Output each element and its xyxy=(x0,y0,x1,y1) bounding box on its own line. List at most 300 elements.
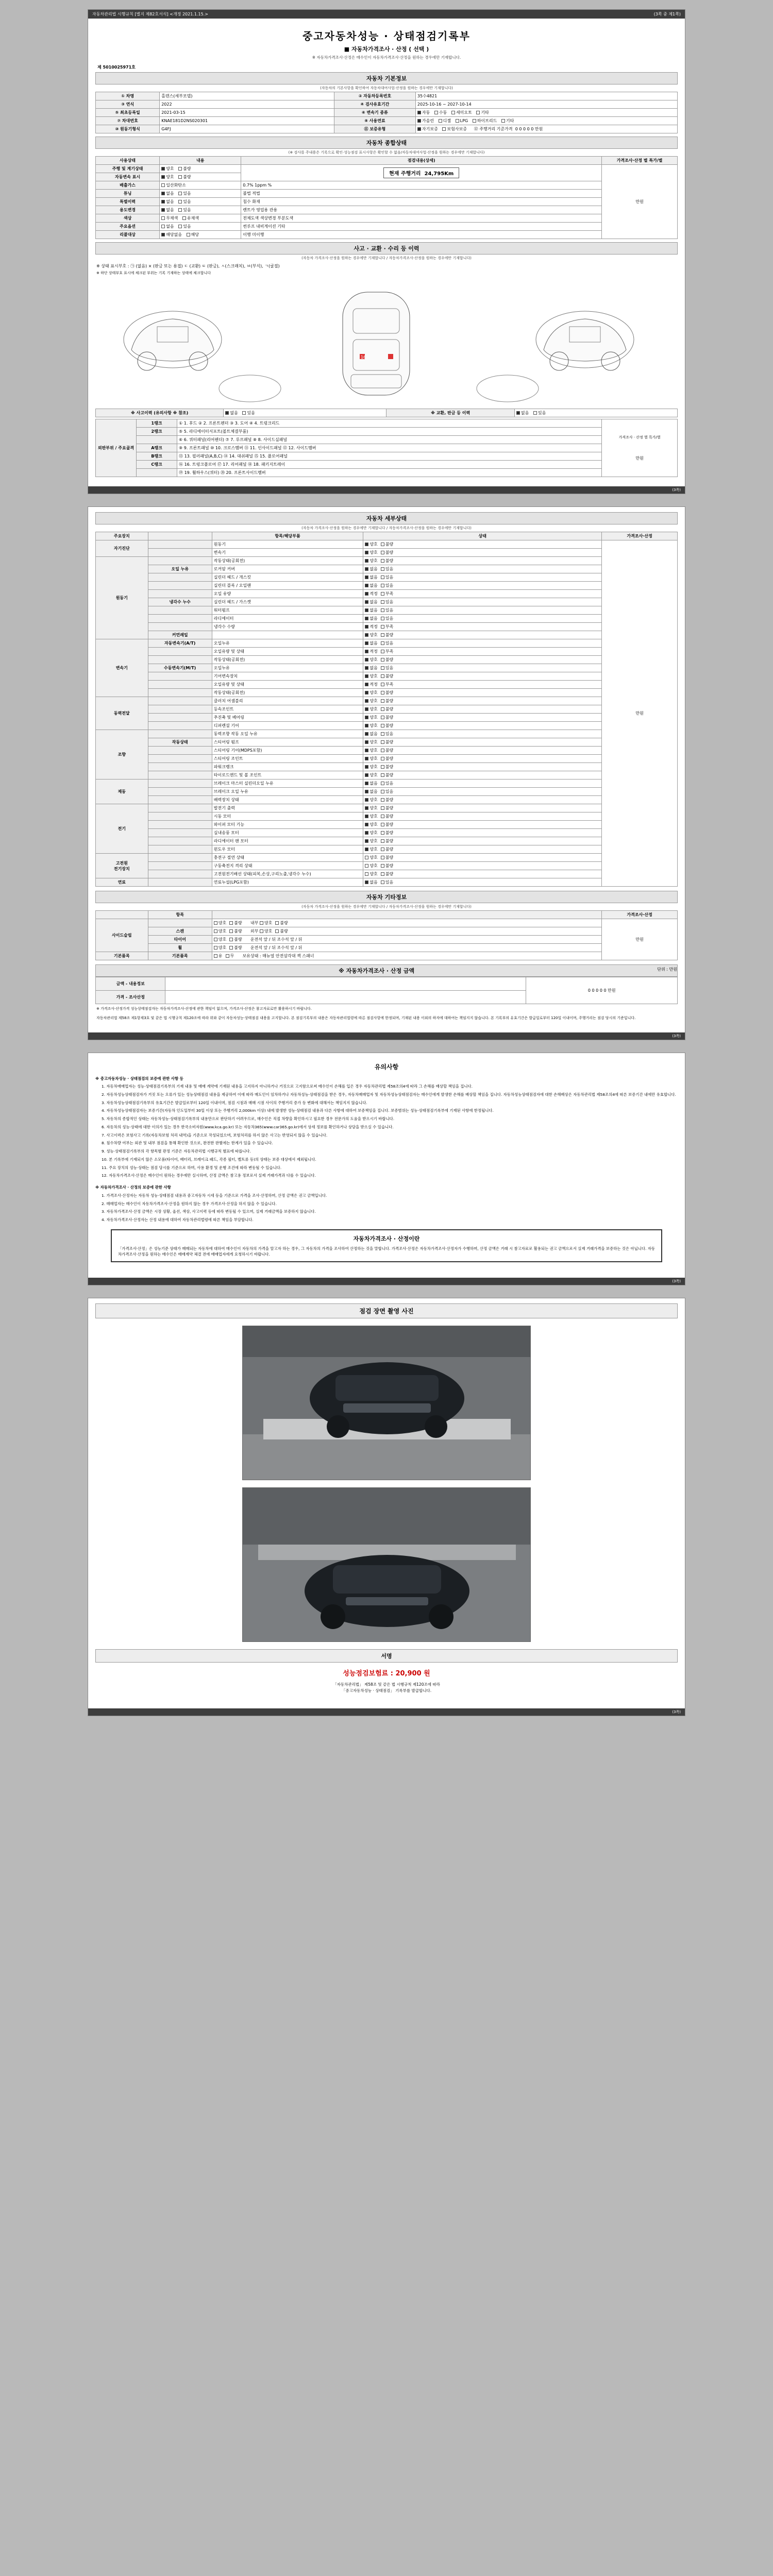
detail-state-5-2-opt-1[interactable]: 불량 xyxy=(381,797,393,803)
detail-state-2-6-opt-0[interactable]: 양호 xyxy=(365,690,377,696)
detail-condition-table xyxy=(95,532,678,887)
checkbox-icon xyxy=(442,127,446,131)
detail-state-4-2-opt-1[interactable]: 불량 xyxy=(381,748,393,753)
other-opt2-1-opt-0[interactable]: 양호 xyxy=(260,928,272,934)
other-opt-0-opt-1[interactable]: 불량 xyxy=(229,920,242,926)
detail-state-8-0-opt-0[interactable]: 없음 xyxy=(365,879,377,885)
detail-item-5-2: 배력장치 상태 xyxy=(212,796,363,804)
fuel-option-etc[interactable] xyxy=(501,118,514,124)
detail-state-3-2-opt-0[interactable]: 양호 xyxy=(365,715,377,720)
detail-state-2-3 xyxy=(363,664,602,672)
transmission-option-etc[interactable] xyxy=(476,110,489,115)
parts-rank-4: B랭크 xyxy=(137,452,177,461)
detail-state-1-8-opt-1[interactable]: 부족 xyxy=(381,624,393,630)
overall-row-label-7: 주요옵션 xyxy=(96,223,160,231)
fuel-option-diesel[interactable] xyxy=(439,118,451,124)
checkbox-icon xyxy=(365,633,368,637)
detail-item-1-0: 작동상태(공회전) xyxy=(212,557,363,565)
option-label: 없음 xyxy=(230,411,238,415)
detail-sub-5-1 xyxy=(148,788,212,796)
option-label: 해당 xyxy=(191,232,199,237)
color-opt-chromatic[interactable] xyxy=(182,215,199,221)
checkbox-icon xyxy=(214,929,217,933)
detail-state-7-2-opt-0[interactable]: 양호 xyxy=(365,871,377,877)
detail-col-device: 주요장치 xyxy=(96,532,148,540)
notice-item-3: 4. 자동차성능상태점검자는 보증기간(자동차 인도일부터 30일 이상 또는 주행거리 2,000km 이상) 내에 발생한 성능·상태점검 내용과 다른 사항에 대하여 보증책임을 집니다. 보증범위는 성능·상태점검기록부에 기재된 사항에 한정됩니다. xyxy=(102,1108,494,1113)
detail-item-7-0: 충전구 절연 상태 xyxy=(212,854,363,862)
option-label: 디젤 xyxy=(443,118,451,123)
detail-state-2-0-opt-1[interactable]: 있음 xyxy=(381,640,393,646)
inspection-fee: 성능점검보험료 : 20,900 원 xyxy=(343,1669,430,1677)
other-opt2-1-opt-1[interactable]: 불량 xyxy=(275,928,288,934)
detail-state-3-1-opt-1[interactable]: 불량 xyxy=(381,706,393,712)
basic-label-fuel: ⑧ 사용연료 xyxy=(334,117,415,125)
other-opt-3-opt-0[interactable]: 양호 xyxy=(214,945,226,951)
overall-opt-good-0[interactable] xyxy=(161,166,174,172)
basic-label-year: ③ 연식 xyxy=(96,100,160,109)
notice-title: 유의사항 xyxy=(374,1063,399,1071)
detail-sub-6-0 xyxy=(148,804,212,812)
detail-item-3-3: 디퍼렌셜 기어 xyxy=(212,722,363,730)
other-opt-2-opt-0[interactable]: 양호 xyxy=(214,937,226,942)
overall-opt-bad-0[interactable] xyxy=(178,166,191,172)
detail-state-1-9-opt-1[interactable]: 불량 xyxy=(381,632,393,638)
detail-state-5-0-opt-1[interactable]: 있음 xyxy=(381,781,393,786)
detail-state-3-2-opt-1[interactable]: 불량 xyxy=(381,715,393,720)
section-overall-header: 자동차 종합상태 xyxy=(95,137,678,149)
detail-item-3-2: 추진축 및 베어링 xyxy=(212,714,363,722)
overall-col-usage: 사용상태 xyxy=(96,157,160,165)
overall-row-detail-3: 불법 적법 xyxy=(241,190,602,198)
price-header-label: ※ 자동차가격조사 · 산정 금액 xyxy=(339,968,415,974)
detail-state-1-1-opt-0[interactable]: 없음 xyxy=(365,566,377,572)
detail-state-2-3-opt-1[interactable]: 있음 xyxy=(381,665,393,671)
detail-state-1-4-opt-1[interactable]: 부족 xyxy=(381,591,393,597)
usechange-opt-none[interactable] xyxy=(161,207,174,213)
document-title-block xyxy=(95,24,678,62)
detail-item-4-1: 스티어링 펌프 xyxy=(212,738,363,747)
detail-item-1-9 xyxy=(212,631,363,639)
transmission-option-semi[interactable] xyxy=(451,110,472,115)
detail-state-6-4-opt-0[interactable]: 양호 xyxy=(365,838,377,844)
detail-sub-1-9: 커먼레일 xyxy=(148,631,212,639)
detail-state-5-1-opt-0[interactable]: 없음 xyxy=(365,789,377,794)
detail-state-1-1-opt-1[interactable]: 있음 xyxy=(381,566,393,572)
overall-row-opts-4 xyxy=(160,198,241,206)
detail-state-6-2-opt-1[interactable]: 불량 xyxy=(381,822,393,827)
overall-row-opts-8 xyxy=(160,231,241,239)
detail-state-2-1-opt-1[interactable]: 부족 xyxy=(381,649,393,654)
fuel-option-gasoline[interactable] xyxy=(417,118,434,124)
detail-state-4-4-opt-0[interactable]: 양호 xyxy=(365,764,377,770)
detail-state-1-3-opt-0[interactable]: 없음 xyxy=(365,583,377,588)
detail-row xyxy=(96,549,678,557)
page2-footer: (3쪽) xyxy=(88,1032,685,1040)
transmission-option-manual[interactable] xyxy=(434,110,447,115)
overall-row-detail-8: 이행 미이행 xyxy=(241,231,602,239)
detail-state-2-4-opt-1[interactable]: 불량 xyxy=(381,673,393,679)
detail-item-3-0: 클러치 어셈블리 xyxy=(212,697,363,705)
checkbox-icon xyxy=(365,567,368,571)
basic-label-engine: ⑩ 원동기형식 xyxy=(96,125,160,133)
checkbox-icon xyxy=(381,625,384,629)
other-opt-3-opt-1[interactable]: 불량 xyxy=(229,945,242,951)
overall-condition-table xyxy=(95,156,678,239)
checkbox-icon xyxy=(214,938,217,941)
emission-opt-co[interactable] xyxy=(161,182,186,188)
checkbox-icon xyxy=(226,954,229,958)
detail-state-3-0-opt-1[interactable]: 불량 xyxy=(381,698,393,704)
detail-state-4-2 xyxy=(363,747,602,755)
detail-sub-1-0 xyxy=(148,557,212,565)
checkbox-icon xyxy=(365,600,368,604)
mileage-label: 현재 주행거리 xyxy=(389,171,421,177)
other-opt-0-opt-0[interactable]: 양호 xyxy=(214,920,226,926)
checkbox-icon xyxy=(516,411,520,415)
other-opt-1-opt-1[interactable]: 불량 xyxy=(229,928,242,934)
detail-state-2-5 xyxy=(363,681,602,689)
price-left-value-0[interactable] xyxy=(165,977,526,991)
page1-topbar xyxy=(88,10,685,19)
detail-state-4-1-opt-1[interactable]: 불량 xyxy=(381,739,393,745)
detail-state-6-4-opt-1[interactable]: 불량 xyxy=(381,838,393,844)
checkbox-icon xyxy=(381,559,384,563)
recall-opt-yes[interactable] xyxy=(187,232,199,238)
detail-state-4-2-opt-0[interactable]: 양호 xyxy=(365,748,377,753)
checkbox-icon xyxy=(381,567,384,571)
detail-state-4-3-opt-1[interactable]: 불량 xyxy=(381,756,393,761)
detail-state-4-5-opt-1[interactable]: 불량 xyxy=(381,772,393,778)
detail-sub-6-5 xyxy=(148,845,212,854)
option-label: 없음 xyxy=(166,224,174,229)
tuning-opt-yes[interactable] xyxy=(178,191,191,196)
overall-row-detail-5: 렌트카 영업용 관용 xyxy=(241,206,602,214)
overall-row-label-3: 튜닝 xyxy=(96,190,160,198)
detail-state-8-0-opt-1[interactable]: 있음 xyxy=(381,879,393,885)
detail-state-0-1-opt-0[interactable]: 양호 xyxy=(365,550,377,555)
warranty-option-self[interactable] xyxy=(417,126,438,132)
detail-state-4-1-opt-0[interactable]: 양호 xyxy=(365,739,377,745)
other-opt-4-opt-1[interactable]: 무 xyxy=(226,953,234,959)
other-row xyxy=(96,944,678,952)
detail-state-0-0-opt-0[interactable]: 양호 xyxy=(365,541,377,547)
checkbox-icon xyxy=(225,411,229,415)
section-other-subtext: (자동차 가격조사·산정을 원하는 경우에만 기재합니다 / 자동차가격조사·산정을 원하는 경우에만 기재합니다) xyxy=(301,905,472,909)
detail-item-3-1: 등속조인트 xyxy=(212,705,363,714)
detail-state-2-0-opt-0[interactable]: 없음 xyxy=(365,640,377,646)
price-calc-table xyxy=(95,977,678,1004)
detail-row xyxy=(96,598,678,606)
checkbox-icon xyxy=(439,119,442,123)
other-item-2: 타이어 xyxy=(148,936,212,944)
checkbox-icon xyxy=(381,864,384,868)
detail-state-2-5-opt-0[interactable]: 적정 xyxy=(365,682,377,687)
detail-row xyxy=(96,722,678,730)
notice-item-0: 1. 자동차매매업자는 성능·상태점검기록부의 기재 내용 및 매매 계약에 기재된 내용을 고지하지 아니하거나 거짓으로 고지함으로써 매수인이 손해를 입은 경우 자동차관리법 제58조의4에 따라 그 손해를 배상할 책임을 집니다. xyxy=(102,1084,473,1089)
detail-state-0-0-opt-1[interactable]: 불량 xyxy=(381,541,393,547)
checkbox-icon xyxy=(365,732,368,736)
fuel-option-lpg[interactable] xyxy=(456,118,468,123)
detail-state-1-0-opt-1[interactable]: 불량 xyxy=(381,558,393,564)
notice-item-5: 6. 자동차의 성능·상태에 대한 이의가 있는 경우 한국소비자원(www.kca.go.kr) 또는 자동차365(www.car365.go.kr)에서 상세 정보를 확인하거나 상담을 받으실 수 있습니다. xyxy=(102,1124,394,1129)
detail-state-1-9-opt-0[interactable]: 양호 xyxy=(365,632,377,638)
other-opt-1-opt-0[interactable]: 양호 xyxy=(214,928,226,934)
detail-state-2-2-opt-1[interactable]: 불량 xyxy=(381,657,393,663)
detail-state-6-5-opt-0[interactable]: 양호 xyxy=(365,846,377,852)
detail-state-6-3-opt-1[interactable]: 불량 xyxy=(381,830,393,836)
notice-sub-head: ※ 자동차가격조사 · 산정의 보증에 관한 사항 xyxy=(95,1185,171,1190)
detail-sub-3-0 xyxy=(148,697,212,705)
section-accident-header: 사고 · 교환 · 수리 등 이력 xyxy=(95,242,678,255)
checkbox-icon xyxy=(381,617,384,620)
detail-state-7-1-opt-1[interactable]: 불량 xyxy=(381,863,393,869)
detail-state-1-3-opt-1[interactable]: 있음 xyxy=(381,583,393,588)
checkbox-icon xyxy=(417,119,421,123)
inspection-photo-2 xyxy=(242,1487,531,1642)
detail-state-7-2-opt-1[interactable]: 불량 xyxy=(381,871,393,877)
price-definition-body: 「가격조사·산정」은 성능기준 상태가 매매되는 자동차에 대하여 매수인이 자동차의 가격을 알고자 하는 경우, 그 자동차의 가격을 조사하여 산정하는 것을 말합니다. 가격조사·산정은 자동차가격조사·산정자가 수행하며, 산정 금액은 거래 시 참고자료로 활용되는 권고 금액으로서 실제 거래가격을 보증하는 것은 아닙니다. 자동차가격조사·산정을 원하는 매수인은 매매계약 체결 전에 매매업자에게 요청하시기 바랍니다. xyxy=(118,1246,655,1257)
detail-state-1-7-opt-0[interactable]: 없음 xyxy=(365,616,377,621)
section-other-header: 자동차 기타정보 xyxy=(95,891,678,903)
price-disclaimer: 자동차관리법 제58조 제1항제3호 및 같은 법 시행규칙 제120조에 따라 위와 같이 자동차성능·상태점검 내용을 고지합니다. 본 점검기록부의 내용은 자동차관리법령에 따른 점검사항에 한정되며, 기재된 내용 이외의 하자에 대하여는 책임지지 않습니다. 본 기록부의 유효기간은 발급일로부터 120일 이내이며, 주행거리는 점검 당시의 기준입니다. xyxy=(96,1016,636,1020)
detail-state-5-1-opt-1[interactable]: 있음 xyxy=(381,789,393,794)
detail-state-2-6-opt-1[interactable]: 불량 xyxy=(381,690,393,696)
tuning-opt-none[interactable] xyxy=(161,191,174,196)
checkbox-icon xyxy=(178,192,182,195)
transmission-option-auto[interactable] xyxy=(417,110,430,115)
detail-sub-4-1: 작동상태 xyxy=(148,738,212,747)
detail-state-1-7-opt-1[interactable]: 있음 xyxy=(381,616,393,621)
other-group-label-basic: 기본품목 xyxy=(96,952,148,960)
detail-item-6-1: 시동 모터 xyxy=(212,812,363,821)
detail-state-7-1-opt-0[interactable]: 양호 xyxy=(365,863,377,869)
detail-state-2-1-opt-0[interactable]: 적정 xyxy=(365,649,377,654)
other-col-group xyxy=(96,911,148,919)
option-label: 해당없음 xyxy=(166,232,182,237)
basic-value-engine: G4FJ xyxy=(160,125,334,133)
detail-state-1-2-opt-1[interactable]: 있음 xyxy=(381,574,393,580)
checkbox-icon xyxy=(381,806,384,810)
detail-state-4-0-opt-0[interactable]: 없음 xyxy=(365,731,377,737)
detail-state-6-2-opt-0[interactable]: 양호 xyxy=(365,822,377,827)
detail-state-7-0-opt-1[interactable]: 불량 xyxy=(381,855,393,860)
checkbox-icon xyxy=(365,765,368,769)
option-opt-yes[interactable] xyxy=(178,224,191,229)
checkbox-icon xyxy=(365,872,368,876)
checkbox-icon xyxy=(381,831,384,835)
detail-state-4-3-opt-0[interactable]: 양호 xyxy=(365,756,377,761)
checkbox-icon xyxy=(260,929,263,933)
overall-opt-bad-1[interactable] xyxy=(178,174,191,180)
option-label: 있음 xyxy=(183,208,191,212)
checkbox-icon xyxy=(178,208,182,212)
detail-item-6-0: 발전기 출력 xyxy=(212,804,363,812)
section-detail-header: 자동차 세부상태 xyxy=(95,512,678,524)
checkbox-icon xyxy=(161,225,165,228)
detail-state-2-2-opt-0[interactable]: 양호 xyxy=(365,657,377,663)
checkbox-icon xyxy=(187,233,190,236)
other-opt2-0-opt-0[interactable]: 양호 xyxy=(260,920,272,926)
checkbox-icon xyxy=(178,167,182,171)
fuel-option-hybrid[interactable] xyxy=(473,118,497,124)
detail-row xyxy=(96,779,678,788)
detail-item-2-2: 작동상태(공회전) xyxy=(212,656,363,664)
detail-state-5-0-opt-0[interactable]: 없음 xyxy=(365,781,377,786)
detail-state-1-4-opt-0[interactable]: 적정 xyxy=(365,591,377,597)
checkbox-icon xyxy=(381,757,384,760)
accident-q2-yes[interactable] xyxy=(533,410,546,416)
detail-row xyxy=(96,623,678,631)
other-opt-2-opt-1[interactable]: 불량 xyxy=(229,937,242,942)
overall-opt-good-1[interactable] xyxy=(161,174,174,180)
notice-subitem-2: 3. 자동차가격조사·산정 금액은 시장 상황, 옵션, 색상, 사고이력 등에 따라 변동될 수 있으며, 실제 거래금액을 보증하지 않습니다. xyxy=(102,1209,316,1214)
detail-state-1-3 xyxy=(363,582,602,590)
option-label: 있음 xyxy=(183,224,191,229)
notice-item-7: 8. 침수차량 여부는 외관 및 내부 점검을 통해 확인한 것으로, 완전한 판별에는 한계가 있을 수 있습니다. xyxy=(102,1141,273,1146)
closing-note xyxy=(95,1680,678,1699)
checkbox-icon xyxy=(365,691,368,694)
accident-q1-yes[interactable] xyxy=(242,410,255,416)
detail-state-5-2-opt-0[interactable]: 양호 xyxy=(365,797,377,803)
basic-value-transmission xyxy=(415,109,677,117)
basic-value-pricebase: 0 0 0 0 0 만원 xyxy=(515,127,543,131)
parts-price-cell xyxy=(602,419,678,477)
detail-item-4-4: 파워크랭크 xyxy=(212,763,363,771)
other-value-0: 양호 불량 내부 양호 불량 xyxy=(212,919,601,927)
detail-state-6-5-opt-1[interactable]: 불량 xyxy=(381,846,393,852)
basic-value-fuel xyxy=(415,117,677,125)
notice-item-4: 5. 자동차의 종합적인 상태는 자동차성능·상태점검기록부의 내용만으로 판단하기 어려우므로, 매수인은 직접 차량을 확인하시고 필요한 경우 전문가의 도움을 받으시기 바랍니다. xyxy=(102,1116,395,1122)
detail-table-body xyxy=(96,540,678,887)
detail-state-1-5-opt-0[interactable]: 없음 xyxy=(365,599,377,605)
detail-state-0-1-opt-1[interactable]: 불량 xyxy=(381,550,393,555)
detail-row xyxy=(96,738,678,747)
price-digit-2: 0 xyxy=(596,988,599,993)
parts-rank-table xyxy=(95,419,678,477)
detail-row xyxy=(96,664,678,672)
detail-state-4-4-opt-1[interactable]: 불량 xyxy=(381,764,393,770)
detail-sub-2-5 xyxy=(148,681,212,689)
other-opt2-0-opt-1[interactable]: 불량 xyxy=(275,920,288,926)
detail-state-6-1 xyxy=(363,812,602,821)
detail-state-1-0-opt-0[interactable]: 양호 xyxy=(365,558,377,564)
option-label: 있음 xyxy=(247,411,255,415)
detail-state-4-5-opt-0[interactable]: 양호 xyxy=(365,772,377,778)
option-label: LPG xyxy=(460,118,468,123)
detail-state-6-0-opt-0[interactable]: 양호 xyxy=(365,805,377,811)
detail-item-4-5: 타이로드엔드 및 볼 조인트 xyxy=(212,771,363,779)
detail-state-1-5-opt-1[interactable]: 있음 xyxy=(381,599,393,605)
basic-label-pricebase: ⑫ 주행거리 기준가격 xyxy=(474,127,513,131)
detail-state-6-3-opt-0[interactable]: 양호 xyxy=(365,830,377,836)
option-label: 없음 xyxy=(520,411,529,415)
price-digit-1: 0 xyxy=(592,988,595,993)
detail-state-1-8-opt-0[interactable]: 적정 xyxy=(365,624,377,630)
detail-state-1-6-opt-0[interactable]: 없음 xyxy=(365,607,377,613)
recall-opt-na[interactable] xyxy=(161,232,182,238)
color-opt-achromatic[interactable] xyxy=(161,215,178,221)
detail-row xyxy=(96,763,678,771)
detail-item-6-2: 와이퍼 모터 기능 xyxy=(212,821,363,829)
detail-col-price: 가격조사·산정 xyxy=(602,532,678,540)
detail-state-3-3 xyxy=(363,722,602,730)
detail-price-cell: 만원 xyxy=(602,540,678,887)
detail-state-1-2-opt-0[interactable]: 없음 xyxy=(365,574,377,580)
section-basic-subtext: (자동차의 기본사항을 확인하여 자동차대여사업·산정을 원하는 경우에만 기재합니다) xyxy=(320,86,453,90)
checkbox-icon xyxy=(161,233,165,236)
detail-state-6-0-opt-1[interactable]: 불량 xyxy=(381,805,393,811)
checkbox-icon xyxy=(365,641,368,645)
basic-label-firstreg: ⑤ 최초등록일 xyxy=(96,109,160,117)
usechange-opt-yes[interactable] xyxy=(178,207,191,213)
other-col-item: 항목 xyxy=(148,911,212,919)
detail-state-3-3-opt-1[interactable]: 불량 xyxy=(381,723,393,728)
detail-state-1-6-opt-1[interactable]: 있음 xyxy=(381,607,393,613)
basic-label-inspection: ④ 검사유효기간 xyxy=(334,100,415,109)
warranty-option-insurer[interactable] xyxy=(442,126,467,132)
special-opt-yes[interactable] xyxy=(178,199,191,205)
accident-q2-label: ※ 교환, 판금 등 이력 xyxy=(386,409,514,417)
detail-state-7-1 xyxy=(363,862,602,870)
detail-group-5: 제동 xyxy=(96,779,148,804)
detail-state-1-8 xyxy=(363,623,602,631)
price-left-value-1[interactable] xyxy=(165,991,526,1004)
detail-state-3-1 xyxy=(363,705,602,714)
option-label: 기타 xyxy=(481,110,489,115)
checkbox-icon xyxy=(365,790,368,793)
detail-state-3-3-opt-0[interactable]: 양호 xyxy=(365,723,377,728)
detail-item-2-3: 오일누유 xyxy=(212,664,363,672)
detail-sub-7-2 xyxy=(148,870,212,878)
option-opt-none[interactable] xyxy=(161,224,174,229)
detail-state-2-3-opt-0[interactable]: 없음 xyxy=(365,665,377,671)
checkbox-icon xyxy=(214,921,217,925)
detail-sub-2-3: 수동변속기(M/T) xyxy=(148,664,212,672)
detail-sub-6-4 xyxy=(148,837,212,845)
detail-state-4-0-opt-1[interactable]: 있음 xyxy=(381,731,393,737)
accident-history-table xyxy=(95,409,678,417)
checkbox-icon xyxy=(365,625,368,629)
detail-row xyxy=(96,639,678,648)
checkbox-icon xyxy=(365,806,368,810)
accident-q2-none[interactable] xyxy=(516,410,529,416)
detail-state-6-1-opt-0[interactable]: 양호 xyxy=(365,814,377,819)
checkbox-icon xyxy=(381,823,384,826)
special-opt-none[interactable] xyxy=(161,199,174,205)
detail-state-2-4-opt-0[interactable]: 양호 xyxy=(365,673,377,679)
detail-state-7-0-opt-0[interactable]: 양호 xyxy=(365,855,377,860)
detail-state-3-0-opt-0[interactable]: 양호 xyxy=(365,698,377,704)
accident-q1-none[interactable] xyxy=(225,410,238,416)
checkbox-icon xyxy=(229,946,233,950)
detail-row xyxy=(96,606,678,615)
basic-label-vin: ⑦ 차대번호 xyxy=(96,117,160,125)
checkbox-icon xyxy=(381,798,384,802)
detail-state-2-5-opt-1[interactable]: 부족 xyxy=(381,682,393,687)
detail-sub-2-6 xyxy=(148,689,212,697)
detail-row xyxy=(96,870,678,878)
detail-item-2-5: 오일유량 및 상태 xyxy=(212,681,363,689)
detail-sub-2-2 xyxy=(148,656,212,664)
other-opt-4-opt-0[interactable]: 유 xyxy=(214,953,223,959)
checkbox-icon xyxy=(381,773,384,777)
detail-sub-3-2 xyxy=(148,714,212,722)
detail-state-3-1-opt-0[interactable]: 양호 xyxy=(365,706,377,712)
detail-sub-1-4 xyxy=(148,590,212,598)
checkbox-icon xyxy=(182,216,186,220)
detail-state-6-1-opt-1[interactable]: 불량 xyxy=(381,814,393,819)
overall-row-opts-6 xyxy=(160,214,241,223)
